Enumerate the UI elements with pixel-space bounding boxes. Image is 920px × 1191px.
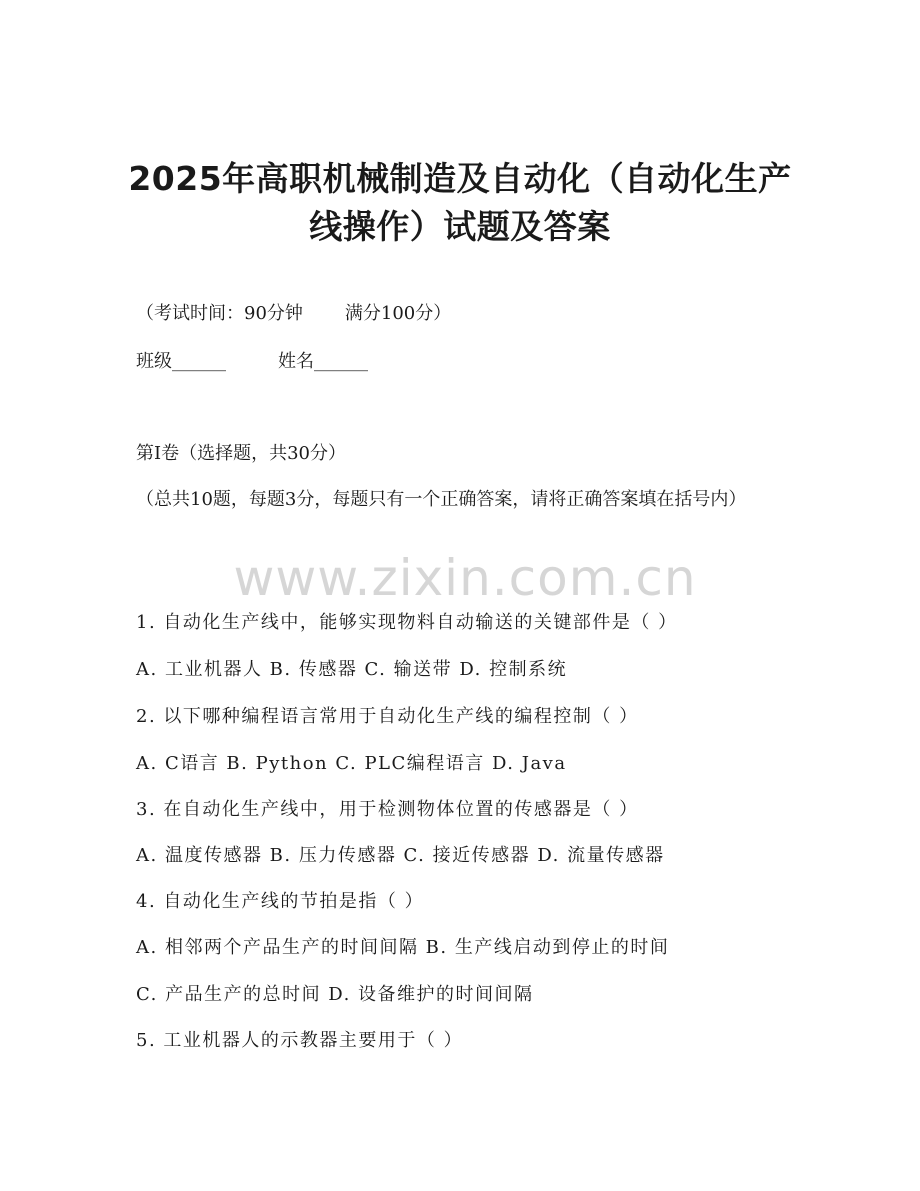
section-instruction: （总共10题，每题3分，每题只有一个正确答案，请将正确答案填在括号内）	[136, 489, 747, 510]
question-2-stem: 2. 以下哪种编程语言常用于自动化生产线的编程控制（ ）	[136, 706, 639, 727]
document-title-line-1: 2025年高职机械制造及自动化（自动化生产	[128, 159, 792, 198]
document-title-line-2: 线操作）试题及答案	[309, 207, 611, 246]
class-field: 班级______	[136, 351, 226, 372]
question-4-stem: 4. 自动化生产线的节拍是指（ ）	[136, 891, 425, 912]
exam-time: （考试时间：90分钟	[136, 303, 303, 324]
question-4-options-line-1: A. 相邻两个产品生产的时间间隔 B. 生产线启动到停止的时间	[136, 937, 670, 958]
name-field: 姓名______	[278, 351, 368, 372]
question-1-options: A. 工业机器人 B. 传感器 C. 输送带 D. 控制系统	[136, 659, 568, 680]
student-fields	[136, 348, 368, 376]
question-2-options: A. C语言 B. Python C. PLC编程语言 D. Java	[136, 753, 567, 774]
exam-info	[136, 300, 451, 328]
question-5-stem: 5. 工业机器人的示教器主要用于（ ）	[136, 1030, 464, 1051]
section-heading: 第I卷（选择题，共30分）	[136, 443, 347, 464]
question-1-stem: 1. 自动化生产线中，能够实现物料自动输送的关键部件是（ ）	[136, 612, 678, 633]
exam-score: 满分100分）	[344, 303, 452, 324]
question-3-stem: 3. 在自动化生产线中，用于检测物体位置的传感器是（ ）	[136, 799, 639, 820]
question-3-options: A. 温度传感器 B. 压力传感器 C. 接近传感器 D. 流量传感器	[136, 845, 665, 866]
question-4-options-line-2: C. 产品生产的总时间 D. 设备维护的时间间隔	[136, 984, 534, 1005]
watermark: www.zixin.com.cn	[233, 549, 697, 607]
